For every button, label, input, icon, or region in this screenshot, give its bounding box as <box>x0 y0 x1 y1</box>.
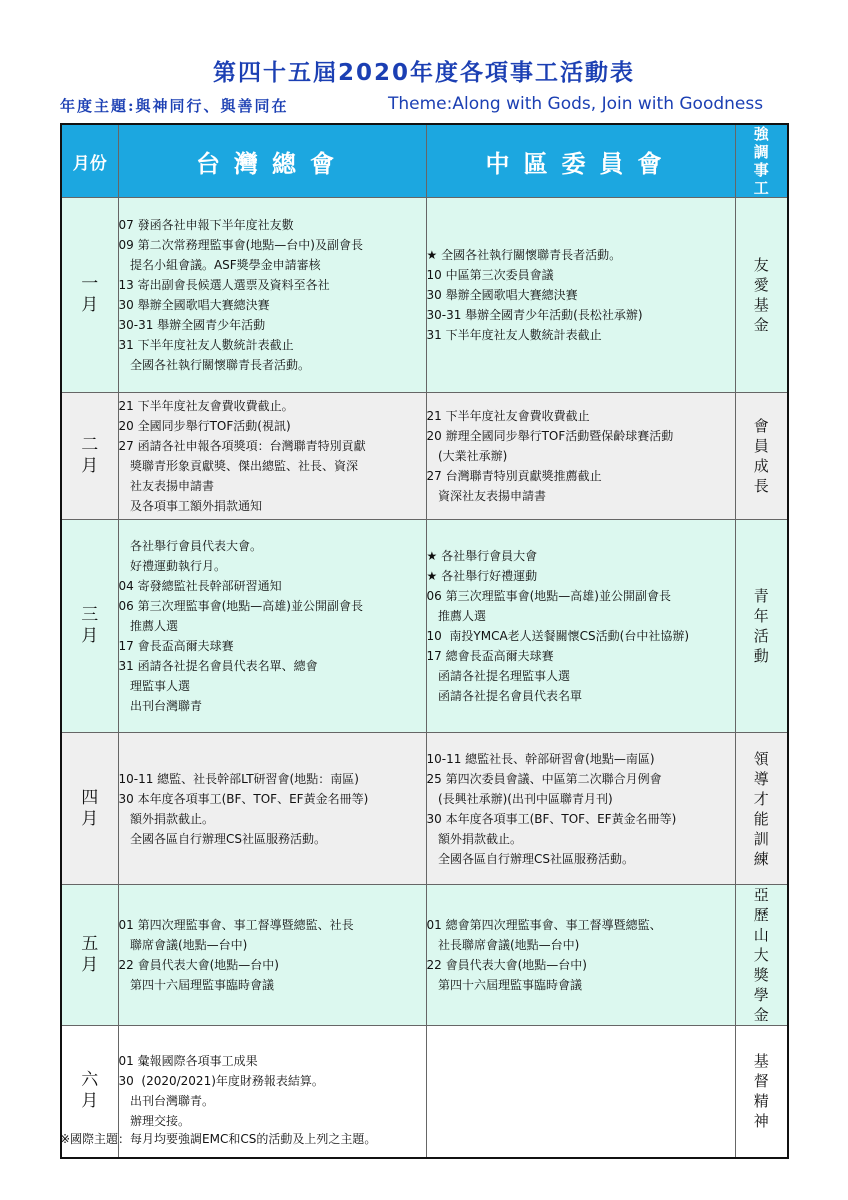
activity-line: 31 下半年度社友人數統計表截止 <box>426 328 602 342</box>
page-title: 第四十五屆2020年度各項事工活動表 <box>212 60 635 86</box>
activity-line: 全國各區自行辦理CS社區服務活動。 <box>426 851 634 866</box>
activity-line: 27 函請各社申報各項獎項：台灣聯青特別貢獻 <box>118 439 366 453</box>
activity-line: 函請各社提名會員代表名單 <box>426 689 582 703</box>
central-cell <box>426 733 735 885</box>
activity-line: 17 會長盃高爾夫球賽 <box>118 639 234 653</box>
activity-line: 30 (2020/2021)年度財務報表結算。 <box>118 1074 324 1089</box>
theme-english: Theme:Along with Gods, Join with Goodness <box>388 94 764 114</box>
table-row <box>61 520 788 733</box>
activity-line: 06 第三次理監事會(地點—高雄)並公開副會長 <box>426 589 671 603</box>
taiwan-cell <box>118 733 426 885</box>
activity-line: 好禮運動執行月。 <box>118 559 226 573</box>
central-cell <box>426 198 735 393</box>
activity-line: 30 本年度各項事工(BF、TOF、EF黃金名冊等) <box>426 811 677 826</box>
activity-line: 辦理交接。 <box>118 1114 190 1129</box>
activity-line: 及各項事工額外捐款通知 <box>118 499 262 513</box>
activity-line: 07 發函各社申報下半年度社友數 <box>118 218 294 232</box>
activity-line: 聯席會議(地點—台中) <box>118 938 248 952</box>
activity-line: 第四十六屆理監事臨時會議 <box>118 978 274 992</box>
activity-line: 30 舉辦全國歌唱大賽總決賽 <box>426 288 578 302</box>
activity-line: 10-11 總監、社長幹部LT研習會(地點：南區) <box>118 771 359 786</box>
month-label: 四月 <box>61 733 118 885</box>
activity-line: 17 總會長盃高爾夫球賽 <box>426 649 554 663</box>
activity-line: 全國各區自行辦理CS社區服務活動。 <box>118 831 326 846</box>
activity-line: 31 下半年度社友人數統計表截止 <box>118 338 294 352</box>
activity-line: ★ 各社舉行好禮運動 <box>426 569 538 583</box>
activity-line: 04 寄發總監社長幹部研習通知 <box>118 579 282 593</box>
activity-line: 資深社友表揚申請書 <box>426 489 546 503</box>
central-cell <box>426 885 735 1026</box>
activity-line: 27 台灣聯青特別貢獻獎推薦截止 <box>426 469 602 483</box>
activity-line: 各社舉行會員代表大會。 <box>118 539 262 553</box>
central-cell <box>426 393 735 520</box>
activity-line: 30 舉辦全國歌唱大賽總決賽 <box>118 298 270 312</box>
taiwan-cell <box>118 520 426 733</box>
activity-line: 第四十六屆理監事臨時會議 <box>426 978 582 992</box>
activity-line: 10 南投YMCA老人送餐關懷CS活動(台中社協辦) <box>426 629 690 643</box>
activity-line: 社長聯席會議(地點—台中) <box>426 938 580 952</box>
activity-line: 額外捐款截止。 <box>426 831 522 846</box>
header-taiwan: 台灣總會 <box>118 124 426 198</box>
footnote: ※國際主題：每月均要強調EMC和CS的活動及上列之主題。 <box>60 1132 377 1146</box>
focus-label: 會員成長 <box>735 393 788 520</box>
activity-line: 獎聯青形象貢獻獎、傑出總監、社長、資深 <box>118 459 358 473</box>
activity-line: 09 第二次常務理監事會(地點—台中)及副會長 <box>118 238 363 252</box>
schedule-table <box>60 123 789 1159</box>
focus-label: 領導才能訓練 <box>735 733 788 885</box>
activity-line: 30 本年度各項事工(BF、TOF、EF黃金名冊等) <box>118 791 369 806</box>
activity-line: 額外捐款截止。 <box>118 811 214 826</box>
month-label: 六月 <box>61 1026 118 1158</box>
activity-line: 13 寄出副會長候選人選票及資料至各社 <box>118 278 330 292</box>
table-header-row <box>61 124 788 198</box>
table-row <box>61 393 788 520</box>
table-row <box>61 733 788 885</box>
activity-line: (大業社承辦) <box>426 449 508 463</box>
activity-line: (長興社承辦)(出刊中區聯青月刊) <box>426 791 613 806</box>
month-label: 一月 <box>61 198 118 393</box>
header-central: 中區委員會 <box>426 124 735 198</box>
activity-line: 社友表揚申請書 <box>118 479 214 493</box>
activity-line: 31 函請各社提名會員代表名單、總會 <box>118 659 318 673</box>
activity-line: 22 會員代表大會(地點—台中) <box>426 958 587 972</box>
activity-line: 推薦人選 <box>118 619 178 633</box>
activity-line: 20 全國同步舉行TOF活動(視訊) <box>118 419 291 433</box>
header-focus: 強調事工 <box>735 124 788 198</box>
activity-line: 出刊台灣聯青。 <box>118 1094 214 1109</box>
activity-line: 21 下半年度社友會費收費截止。 <box>118 399 294 413</box>
month-label: 三月 <box>61 520 118 733</box>
central-cell <box>426 520 735 733</box>
activity-line: 30-31 舉辦全國青少年活動 <box>118 318 266 332</box>
taiwan-cell <box>118 393 426 520</box>
activity-line: ★ 全國各社執行關懷聯青長者活動。 <box>426 248 622 262</box>
activity-line: 10-11 總監社長、幹部研習會(地點—南區) <box>426 751 655 766</box>
taiwan-cell <box>118 885 426 1026</box>
central-cell <box>426 1026 735 1158</box>
activity-line: 20 辦理全國同步舉行TOF活動暨保齡球賽活動 <box>426 429 674 443</box>
activity-line: 25 第四次委員會議、中區第二次聯合月例會 <box>426 771 662 786</box>
focus-label: 基督精神 <box>735 1026 788 1158</box>
table-row <box>61 885 788 1026</box>
activity-line: 01 第四次理監事會、事工督導暨總監、社長 <box>118 918 354 932</box>
taiwan-cell <box>118 198 426 393</box>
activity-line: 提名小組會議。ASF獎學金申請審核 <box>118 258 321 272</box>
theme-chinese: 年度主題:與神同行、與善同在 <box>60 97 289 115</box>
activity-line: 30-31 舉辦全國青少年活動(長松社承辦) <box>426 308 643 322</box>
focus-label: 友愛基金 <box>735 198 788 393</box>
activity-line: 22 會員代表大會(地點—台中) <box>118 958 279 972</box>
activity-line: 理監事人選 <box>118 679 190 693</box>
header-month: 月份 <box>61 124 118 198</box>
focus-label: 青年活動 <box>735 520 788 733</box>
activity-line: 10 中區第三次委員會議 <box>426 268 554 282</box>
activity-line: 全國各社執行關懷聯青長者活動。 <box>118 358 310 372</box>
focus-label: 亞歷山大獎學金 <box>735 885 788 1026</box>
activity-line: ★ 各社舉行會員大會 <box>426 549 538 563</box>
activity-line: 01 彙報國際各項事工成果 <box>118 1054 258 1069</box>
activity-line: 函請各社提名理監事人選 <box>426 669 570 683</box>
month-label: 五月 <box>61 885 118 1026</box>
activity-line: 01 總會第四次理監事會、事工督導暨總監、 <box>426 918 662 932</box>
activity-line: 出刊台灣聯青 <box>118 699 202 713</box>
month-label: 二月 <box>61 393 118 520</box>
activity-line: 21 下半年度社友會費收費截止 <box>426 409 590 423</box>
activity-line: 推薦人選 <box>426 609 486 623</box>
activity-line: 06 第三次理監事會(地點—高雄)並公開副會長 <box>118 599 363 613</box>
table-row <box>61 198 788 393</box>
